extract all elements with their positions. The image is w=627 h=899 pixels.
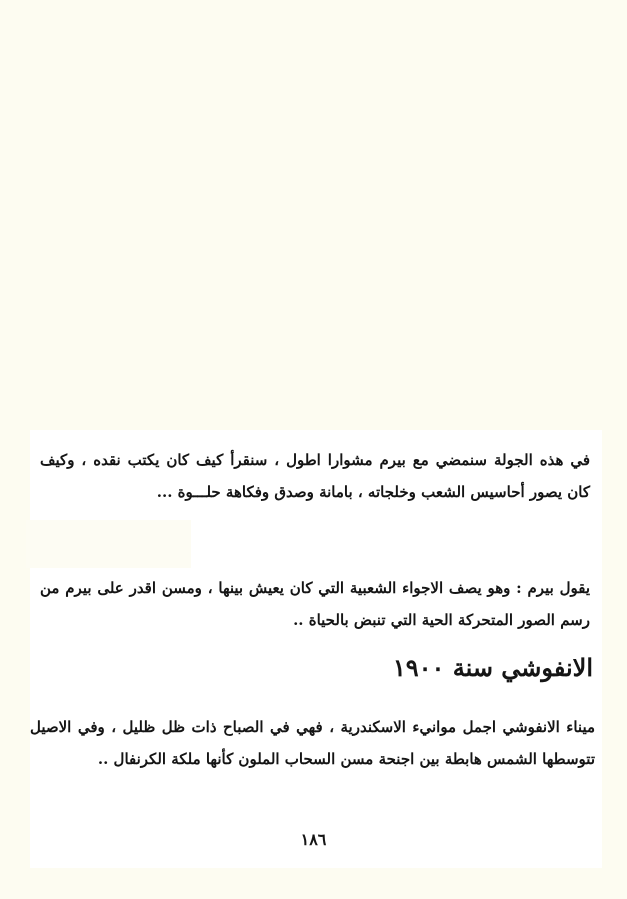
section-body-paragraph: ميناء الانفوشي اجمل موانيء الاسكندرية ، فهي في الصباح ذات ظل ظليل ، وفي الاصيل تتوسطها الشمس هابطة بين اجنحة مسن السحاب الملون كأنها ملكة الكرنفال .. (30, 718, 595, 768)
scan-patch (26, 520, 191, 568)
section-heading: الانفوشي سنة ١٩٠٠ (392, 653, 593, 682)
quote-paragraph: يقول بيرم : وهو يصف الاجواء الشعبية التي كان يعيش بينها ، ومسن اقدر على بيرم من رسم الصور المتحركة الحية التي تنبض بالحياة .. (40, 579, 590, 629)
intro-paragraph: في هذه الجولة سنمضي مع بيرم مشوارا اطول ، سنقرأ كيف كان يكتب نقده ، وكيف كان يصور أحاسيس الشعب وخلجاته ، بامانة وصدق وفكاهة حلـــوة ... (40, 451, 590, 501)
page-number: ١٨٦ (300, 830, 327, 849)
